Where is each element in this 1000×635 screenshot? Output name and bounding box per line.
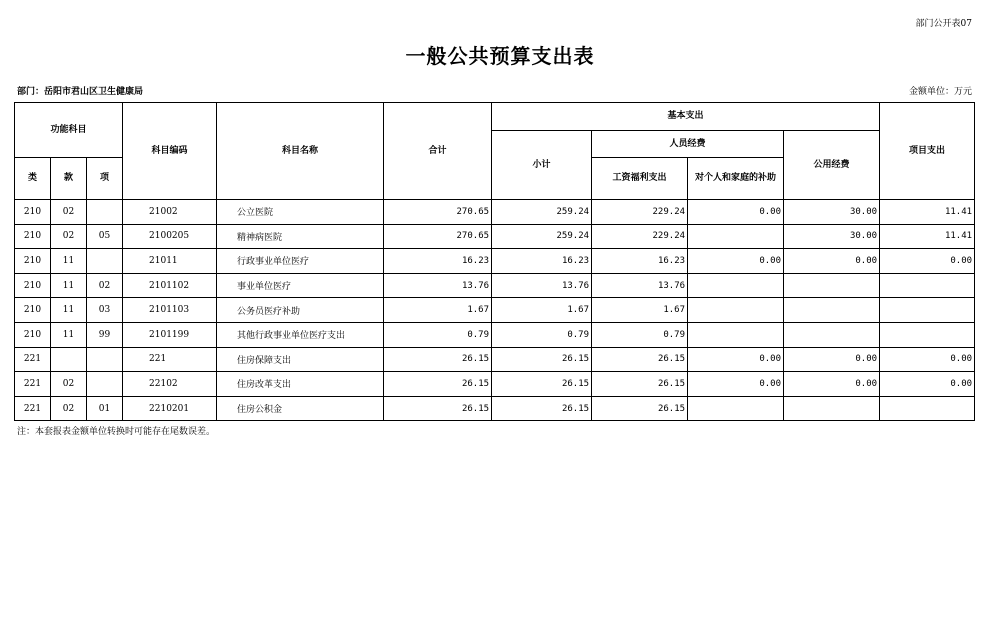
cell-project: 0.00 bbox=[880, 347, 975, 372]
cell-total: 26.15 bbox=[384, 347, 492, 372]
cell-kuan: 11 bbox=[51, 273, 87, 298]
cell-subtotal: 1.67 bbox=[492, 298, 592, 323]
cell-subsidies bbox=[688, 322, 784, 347]
header-basic-expenditure: 基本支出 bbox=[492, 103, 880, 131]
header-subsidies: 对个人和家庭的补助 bbox=[688, 158, 784, 200]
budget-table bbox=[14, 102, 975, 421]
cell-xiang: 05 bbox=[87, 224, 123, 249]
cell-subject-code: 2100205 bbox=[123, 224, 217, 249]
cell-subsidies: 0.00 bbox=[688, 372, 784, 397]
cell-subject-name: 住房改革支出 bbox=[217, 372, 384, 397]
cell-xiang: 03 bbox=[87, 298, 123, 323]
cell-subject-name: 公务员医疗补助 bbox=[217, 298, 384, 323]
cell-kuan: 11 bbox=[51, 322, 87, 347]
cell-project bbox=[880, 396, 975, 421]
table-row bbox=[15, 273, 975, 298]
cell-subtotal: 259.24 bbox=[492, 200, 592, 225]
cell-subsidies: 0.00 bbox=[688, 249, 784, 274]
cell-wages: 16.23 bbox=[592, 249, 688, 274]
cell-subtotal: 13.76 bbox=[492, 273, 592, 298]
cell-subject-code: 2101199 bbox=[123, 322, 217, 347]
cell-subsidies: 0.00 bbox=[688, 347, 784, 372]
cell-subject-name: 精神病医院 bbox=[217, 224, 384, 249]
cell-public-funds: 30.00 bbox=[784, 200, 880, 225]
cell-subtotal: 0.79 bbox=[492, 322, 592, 347]
table-row bbox=[15, 322, 975, 347]
cell-wages: 26.15 bbox=[592, 396, 688, 421]
cell-subject-name: 其他行政事业单位医疗支出 bbox=[217, 322, 384, 347]
table-row bbox=[15, 249, 975, 274]
cell-wages: 1.67 bbox=[592, 298, 688, 323]
cell-subsidies bbox=[688, 224, 784, 249]
cell-lei: 210 bbox=[15, 224, 51, 249]
cell-xiang: 01 bbox=[87, 396, 123, 421]
cell-total: 0.79 bbox=[384, 322, 492, 347]
cell-subject-name: 行政事业单位医疗 bbox=[217, 249, 384, 274]
cell-subject-name: 住房保障支出 bbox=[217, 347, 384, 372]
cell-kuan: 11 bbox=[51, 298, 87, 323]
cell-subject-code: 21011 bbox=[123, 249, 217, 274]
cell-project bbox=[880, 273, 975, 298]
cell-kuan: 02 bbox=[51, 200, 87, 225]
table-row bbox=[15, 298, 975, 323]
cell-total: 13.76 bbox=[384, 273, 492, 298]
cell-xiang: 99 bbox=[87, 322, 123, 347]
cell-xiang bbox=[87, 200, 123, 225]
department-label: 部门：岳阳市君山区卫生健康局 bbox=[17, 87, 144, 97]
cell-wages: 26.15 bbox=[592, 347, 688, 372]
cell-lei: 210 bbox=[15, 200, 51, 225]
cell-subject-code: 2101103 bbox=[123, 298, 217, 323]
cell-wages: 0.79 bbox=[592, 322, 688, 347]
cell-subject-name: 公立医院 bbox=[217, 200, 384, 225]
header-subject-code: 科目编码 bbox=[123, 103, 217, 200]
cell-subject-name: 住房公积金 bbox=[217, 396, 384, 421]
cell-lei: 221 bbox=[15, 347, 51, 372]
header-xiang: 项 bbox=[87, 158, 123, 200]
cell-public-funds bbox=[784, 273, 880, 298]
cell-public-funds: 0.00 bbox=[784, 347, 880, 372]
cell-subject-code: 2101102 bbox=[123, 273, 217, 298]
cell-kuan: 02 bbox=[51, 372, 87, 397]
cell-subsidies: 0.00 bbox=[688, 200, 784, 225]
cell-subsidies bbox=[688, 298, 784, 323]
cell-subject-name: 事业单位医疗 bbox=[217, 273, 384, 298]
header-kuan: 款 bbox=[51, 158, 87, 200]
cell-public-funds: 0.00 bbox=[784, 372, 880, 397]
cell-project: 11.41 bbox=[880, 224, 975, 249]
cell-total: 26.15 bbox=[384, 396, 492, 421]
table-row bbox=[15, 224, 975, 249]
cell-project: 11.41 bbox=[880, 200, 975, 225]
header-personnel: 人员经费 bbox=[592, 131, 784, 158]
table-row bbox=[15, 372, 975, 397]
cell-xiang: 02 bbox=[87, 273, 123, 298]
cell-kuan: 02 bbox=[51, 396, 87, 421]
header-function-subject: 功能科目 bbox=[15, 103, 123, 158]
cell-total: 1.67 bbox=[384, 298, 492, 323]
cell-lei: 210 bbox=[15, 249, 51, 274]
table-row bbox=[15, 200, 975, 225]
cell-lei: 221 bbox=[15, 396, 51, 421]
cell-lei: 221 bbox=[15, 372, 51, 397]
cell-subject-code: 21002 bbox=[123, 200, 217, 225]
header-subtotal: 小计 bbox=[492, 131, 592, 200]
cell-public-funds: 0.00 bbox=[784, 249, 880, 274]
header-subject-name: 科目名称 bbox=[217, 103, 384, 200]
cell-project: 0.00 bbox=[880, 372, 975, 397]
header-total: 合计 bbox=[384, 103, 492, 200]
cell-lei: 210 bbox=[15, 273, 51, 298]
header-project-expenditure: 项目支出 bbox=[880, 103, 975, 200]
cell-kuan bbox=[51, 347, 87, 372]
cell-subsidies bbox=[688, 273, 784, 298]
cell-public-funds bbox=[784, 396, 880, 421]
cell-subject-code: 22102 bbox=[123, 372, 217, 397]
amount-unit-label: 金额单位：万元 bbox=[908, 87, 972, 97]
footnote: 注：本套报表金额单位转换时可能存在尾数误差。 bbox=[17, 427, 216, 437]
table-row bbox=[15, 347, 975, 372]
cell-subtotal: 259.24 bbox=[492, 224, 592, 249]
cell-lei: 210 bbox=[15, 322, 51, 347]
cell-subtotal: 26.15 bbox=[492, 396, 592, 421]
cell-subject-code: 221 bbox=[123, 347, 217, 372]
cell-total: 270.65 bbox=[384, 200, 492, 225]
cell-public-funds: 30.00 bbox=[784, 224, 880, 249]
cell-subtotal: 16.23 bbox=[492, 249, 592, 274]
cell-subject-code: 2210201 bbox=[123, 396, 217, 421]
cell-project: 0.00 bbox=[880, 249, 975, 274]
header-lei: 类 bbox=[15, 158, 51, 200]
table-row bbox=[15, 396, 975, 421]
cell-xiang bbox=[87, 347, 123, 372]
cell-total: 16.23 bbox=[384, 249, 492, 274]
cell-total: 270.65 bbox=[384, 224, 492, 249]
cell-xiang bbox=[87, 372, 123, 397]
cell-wages: 229.24 bbox=[592, 200, 688, 225]
cell-xiang bbox=[87, 249, 123, 274]
form-code: 部门公开表07 bbox=[915, 19, 972, 29]
cell-total: 26.15 bbox=[384, 372, 492, 397]
cell-kuan: 11 bbox=[51, 249, 87, 274]
cell-subtotal: 26.15 bbox=[492, 372, 592, 397]
cell-project bbox=[880, 298, 975, 323]
cell-project bbox=[880, 322, 975, 347]
cell-lei: 210 bbox=[15, 298, 51, 323]
page-title: 一般公共预算支出表 bbox=[405, 44, 595, 68]
header-public-funds: 公用经费 bbox=[784, 131, 880, 200]
cell-wages: 26.15 bbox=[592, 372, 688, 397]
cell-kuan: 02 bbox=[51, 224, 87, 249]
header-wages: 工资福利支出 bbox=[592, 158, 688, 200]
cell-public-funds bbox=[784, 322, 880, 347]
cell-wages: 229.24 bbox=[592, 224, 688, 249]
cell-public-funds bbox=[784, 298, 880, 323]
cell-subtotal: 26.15 bbox=[492, 347, 592, 372]
cell-wages: 13.76 bbox=[592, 273, 688, 298]
cell-subsidies bbox=[688, 396, 784, 421]
